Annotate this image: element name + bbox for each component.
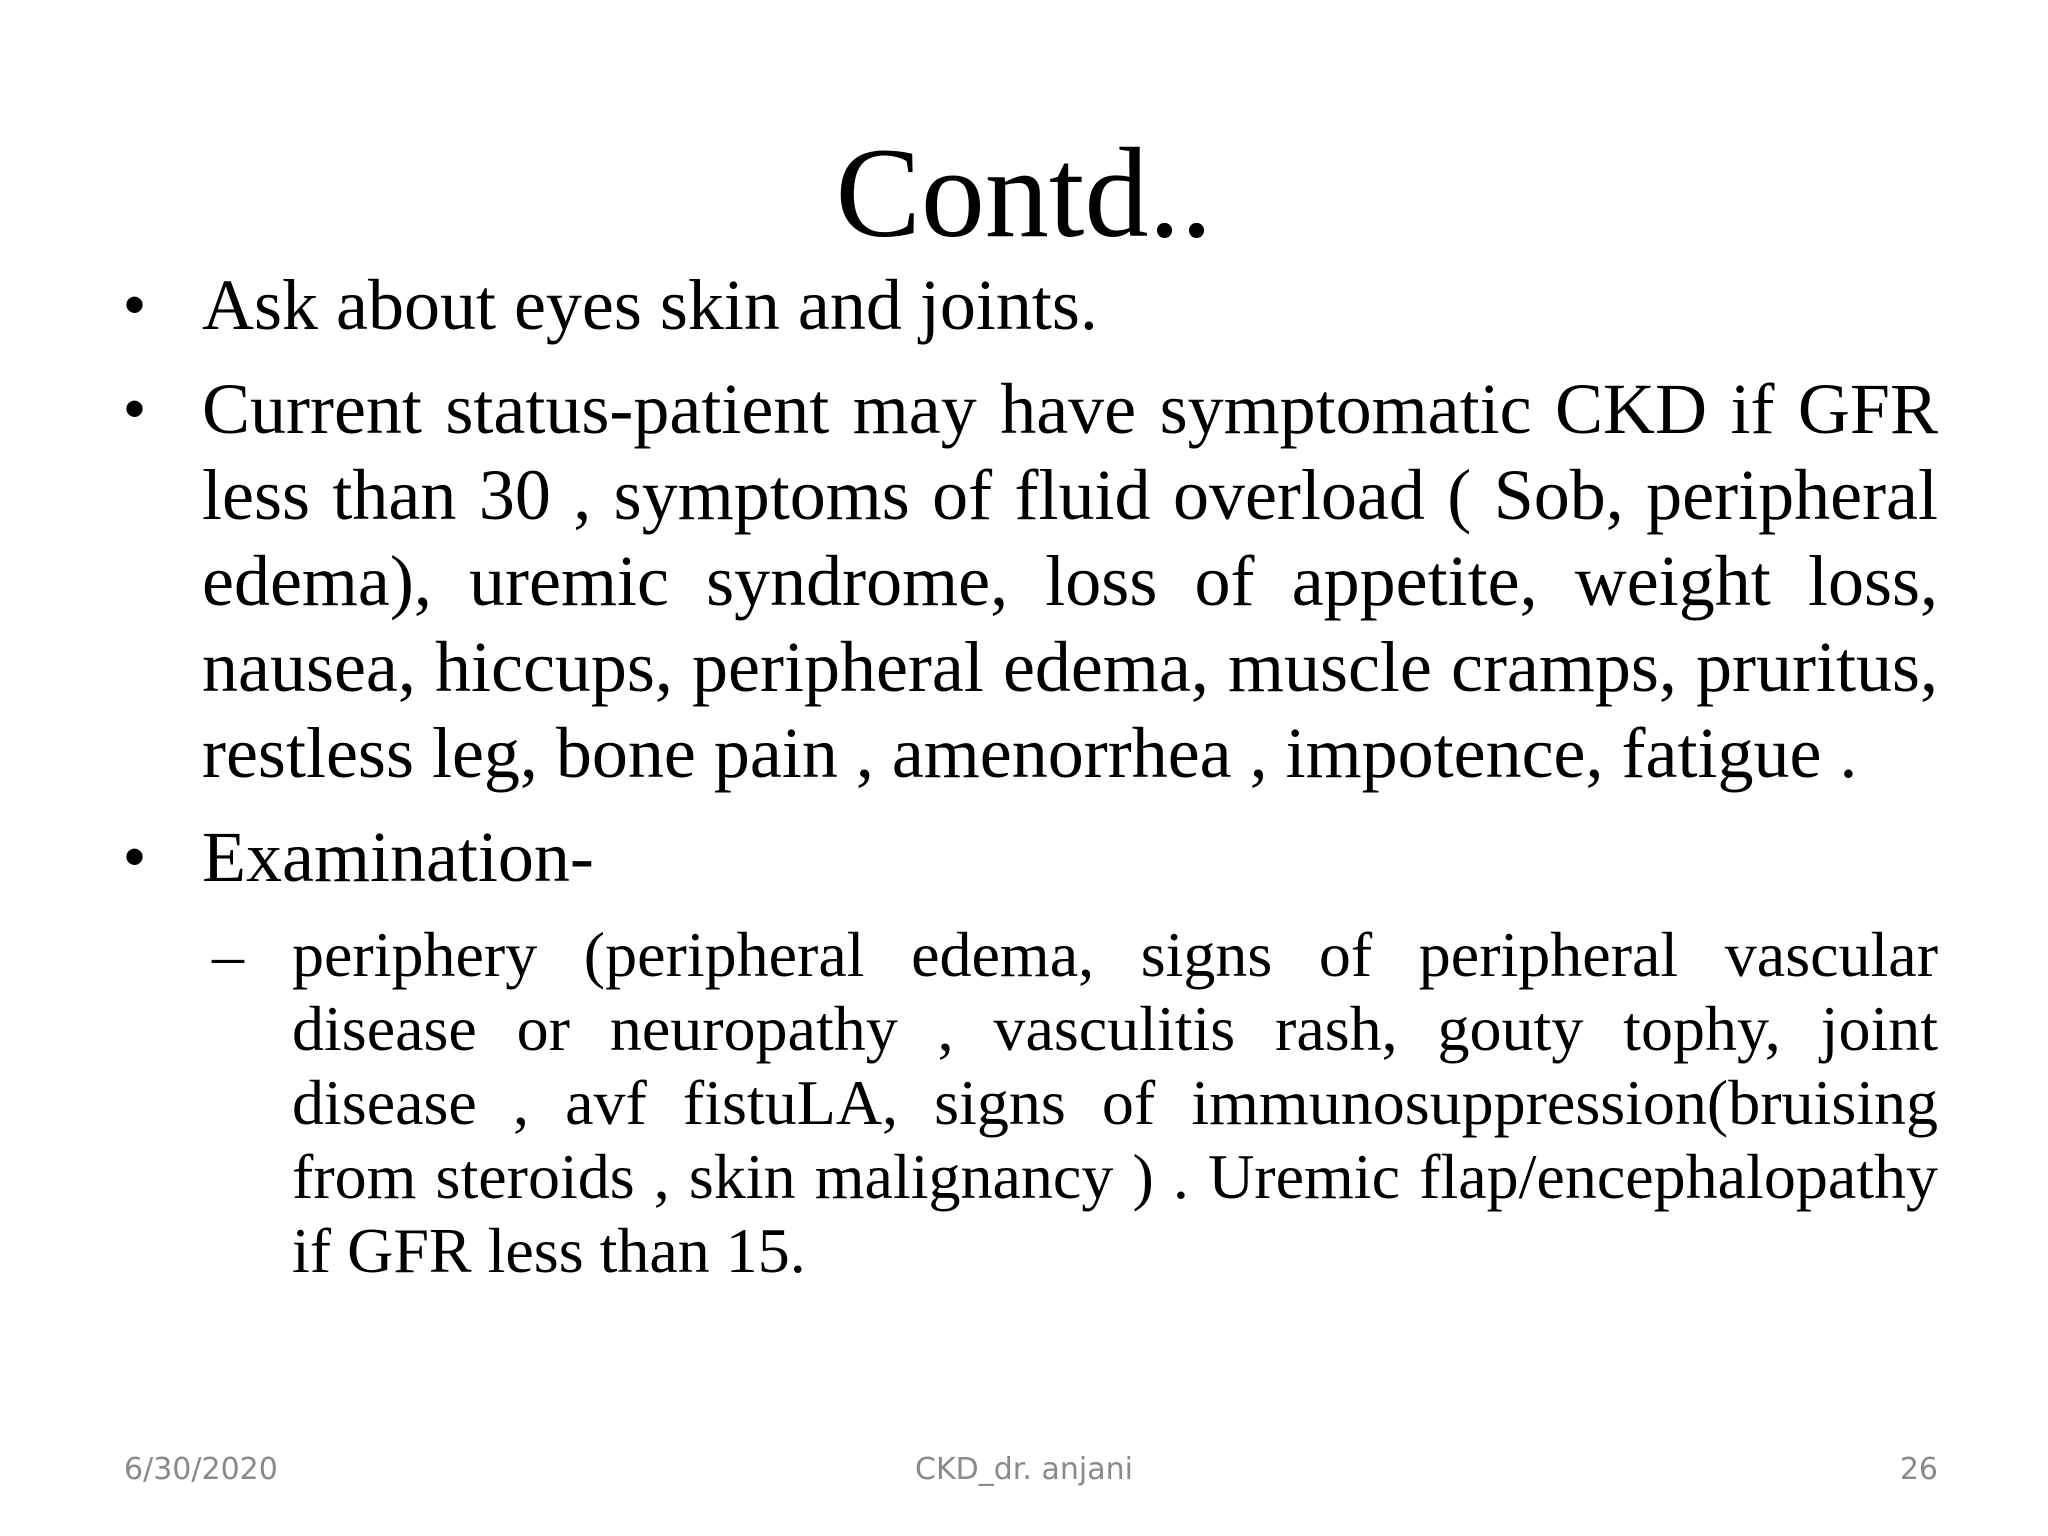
bullet-text: Ask about eyes skin and joints. [202,265,1098,345]
bullet-item [120,814,1938,900]
footer-date: 6/30/2020 [124,1452,278,1487]
bullet-marker: • [124,823,146,890]
sub-bullet-item [212,918,1938,1288]
bullet-text: Current status-patient may have symptomatic CKD if GFR less than 30 , symptoms of fluid overload ( Sob, peripheral edema), uremic syndrome, loss of appetite, weight loss, nausea, hiccups, peripheral edema, muscle cramps, pruritus, restless leg, bone pain , amenorrhea , impotence, fatigue . [202,369,1938,793]
slide-title: Contd.. [835,122,1213,264]
footer-center-text: CKD_dr. anjani [915,1452,1133,1487]
sub-bullet-marker: – [212,919,244,990]
bullet-item [120,366,1938,796]
bullet-item [120,262,1938,348]
bullet-marker: • [124,271,146,338]
footer-page-number: 26 [1899,1452,1938,1487]
sub-bullet-text: periphery (peripheral edema, signs of peripheral vascular disease or neuropathy , vasculitis rash, gouty tophy, joint disease , avf fistuLA, signs of immunosuppression(bruising from steroids , skin malignancy ) . Uremic flap/encephalopathy if GFR less than 15. [292,919,1938,1286]
slide-content [120,262,1938,1288]
bullet-marker: • [124,375,146,442]
bullet-text: Examination- [202,817,594,897]
